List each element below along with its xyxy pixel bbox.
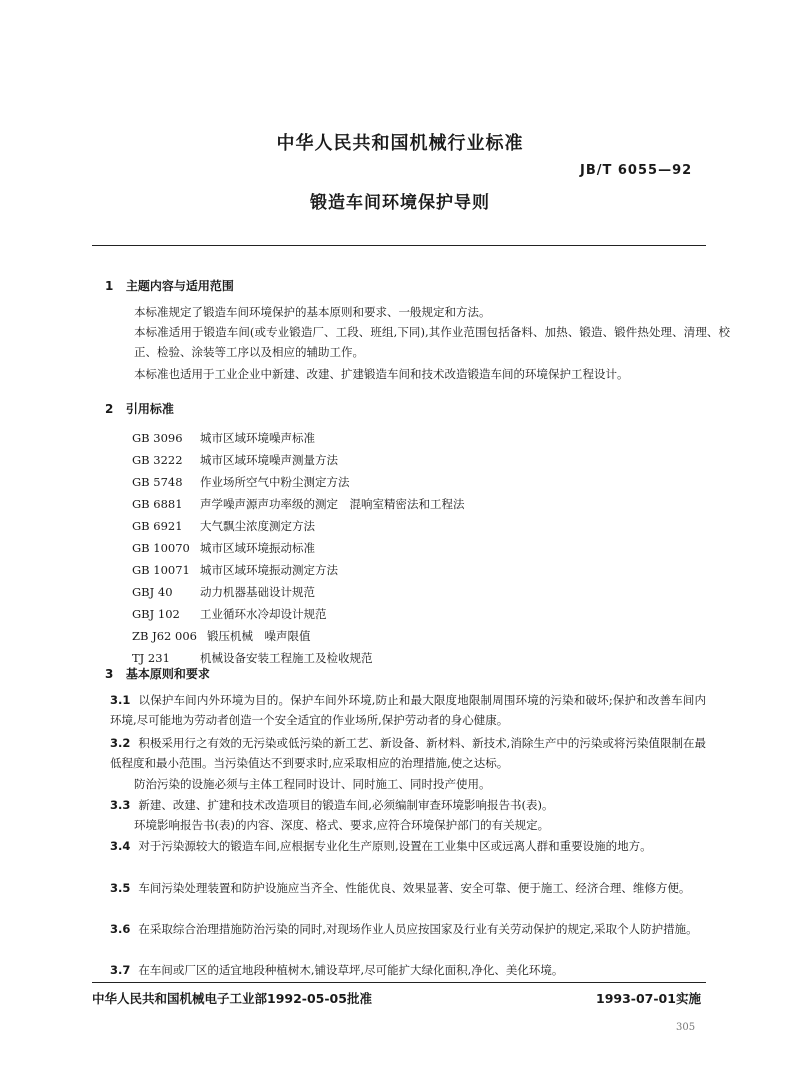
clause-number: 3.2 bbox=[110, 736, 131, 750]
section-1-heading bbox=[105, 277, 234, 294]
clause-text: 在车间或厂区的适宜地段种植树木,铺设草坪,尽可能扩大绿化面积,净化、美化环境。 bbox=[138, 963, 564, 977]
section-3-heading bbox=[105, 665, 210, 682]
reference-title: 城市区域环境噪声测量方法 bbox=[200, 453, 338, 467]
reference-item bbox=[132, 584, 315, 600]
section-title: 引用标准 bbox=[125, 402, 174, 416]
clause bbox=[110, 878, 706, 898]
clause bbox=[110, 836, 706, 856]
clause bbox=[110, 919, 706, 939]
reference-title: 声学噪声源声功率级的测定 混响室精密法和工程法 bbox=[200, 497, 465, 511]
document-title: 锻造车间环境保护导则 bbox=[310, 193, 490, 213]
section-number: 2 bbox=[105, 402, 114, 416]
clause-number: 3.5 bbox=[110, 881, 131, 895]
reference-title: 工业循环水冷却设计规范 bbox=[200, 607, 327, 621]
clause-text: 对于污染源较大的锻造车间,应根据专业化生产原则,设置在工业集中区或远离人群和重要设施的地方。 bbox=[138, 839, 652, 853]
reference-code: GB 6921 bbox=[132, 519, 183, 533]
reference-title: 锻压机械 噪声限值 bbox=[206, 629, 311, 643]
section-title: 主题内容与适用范围 bbox=[125, 279, 234, 293]
standard-number: JB/T 6055—92 bbox=[580, 163, 693, 178]
clause bbox=[110, 690, 706, 730]
reference-title: 大气飘尘浓度测定方法 bbox=[200, 519, 315, 533]
header-rule bbox=[92, 245, 706, 246]
section-2-heading bbox=[105, 400, 174, 417]
paragraph: 本标准也适用于工业企业中新建、改建、扩建锻造车间和技术改造锻造车间的环境保护工程设计。 bbox=[134, 367, 629, 381]
reference-code: GB 5748 bbox=[132, 475, 183, 489]
reference-title: 城市区域环境振动标准 bbox=[200, 541, 315, 555]
clause-number: 3.1 bbox=[110, 693, 131, 707]
clause bbox=[110, 774, 730, 794]
clause bbox=[110, 960, 706, 980]
clause-number: 3.4 bbox=[110, 839, 131, 853]
paragraph: 本标准适用于锻造车间(或专业锻造厂、工段、班组,下同),其作业范围包括备料、加热、锻造、锻件热处理、清理、校正、检验、涂装等工序以及相应的辅助工作。 bbox=[134, 325, 730, 359]
section-title: 基本原则和要求 bbox=[125, 667, 210, 681]
reference-code: GB 3096 bbox=[132, 431, 183, 445]
reference-code: TJ 231 bbox=[132, 651, 170, 665]
reference-code: GBJ 40 bbox=[132, 585, 173, 599]
clause-text: 环境影响报告书(表)的内容、深度、格式、要求,应符合环境保护部门的有关规定。 bbox=[134, 818, 550, 832]
clause-number: 3.6 bbox=[110, 922, 131, 936]
reference-title: 动力机器基础设计规范 bbox=[200, 585, 315, 599]
reference-code: GBJ 102 bbox=[132, 607, 180, 621]
reference-item bbox=[132, 540, 315, 556]
reference-item bbox=[132, 430, 315, 446]
reference-item bbox=[132, 518, 315, 534]
reference-title: 机械设备安装工程施工及检收规范 bbox=[200, 651, 373, 665]
clause bbox=[110, 815, 730, 835]
reference-item bbox=[132, 452, 338, 468]
reference-code: GB 10071 bbox=[132, 563, 190, 577]
reference-code: GB 10070 bbox=[132, 541, 190, 555]
reference-title: 城市区域环境噪声标准 bbox=[200, 431, 315, 445]
reference-item bbox=[132, 562, 338, 578]
reference-item bbox=[132, 474, 350, 490]
reference-item bbox=[132, 496, 465, 512]
implementation-date: 1993-07-01实施 bbox=[596, 991, 701, 1006]
clause-text: 以保护车间内外环境为目的。保护车间外环境,防止和最大限度地限制周围环境的污染和破坏;保护和改善车间内环境,尽可能地为劳动者创造一个安全适宜的作业场所,保护劳动者的身心健康。 bbox=[110, 693, 706, 727]
section-number: 3 bbox=[105, 667, 114, 681]
reference-title: 城市区域环境振动测定方法 bbox=[200, 563, 338, 577]
reference-item bbox=[132, 628, 310, 644]
standard-organization: 中华人民共和国机械行业标准 bbox=[276, 133, 524, 154]
clause-number: 3.7 bbox=[110, 963, 131, 977]
approval-line: 中华人民共和国机械电子工业部1992-05-05批准 bbox=[92, 991, 372, 1006]
page-number: 305 bbox=[676, 1022, 696, 1033]
clause bbox=[110, 733, 706, 773]
clause-number: 3.3 bbox=[110, 798, 131, 812]
reference-title: 作业场所空气中粉尘测定方法 bbox=[200, 475, 350, 489]
paragraph: 本标准规定了锻造车间环境保护的基本原则和要求、一般规定和方法。 bbox=[134, 305, 491, 319]
clause-text: 新建、改建、扩建和技术改造项目的锻造车间,必须编制审查环境影响报告书(表)。 bbox=[138, 798, 554, 812]
clause bbox=[110, 795, 706, 815]
clause-text: 在采取综合治理措施防治污染的同时,对现场作业人员应按国家及行业有关劳动保护的规定,采取个人防护措施。 bbox=[138, 922, 698, 936]
reference-code: ZB J62 006 bbox=[132, 629, 197, 643]
reference-code: GB 6881 bbox=[132, 497, 183, 511]
reference-item bbox=[132, 606, 327, 622]
clause-text: 车间污染处理装置和防护设施应当齐全、性能优良、效果显著、安全可靠、便于施工、经济合理、维修方便。 bbox=[138, 881, 691, 895]
section-number: 1 bbox=[105, 279, 114, 293]
reference-item bbox=[132, 650, 373, 666]
clause-text: 积极采用行之有效的无污染或低污染的新工艺、新设备、新材料、新技术,消除生产中的污染或将污染值限制在最低程度和最小范围。当污染值达不到要求时,应采取相应的治理措施,使之达标。 bbox=[110, 736, 706, 770]
reference-code: GB 3222 bbox=[132, 453, 183, 467]
clause-text: 防治污染的设施必须与主体工程同时设计、同时施工、同时投产使用。 bbox=[134, 777, 491, 791]
footer-rule bbox=[92, 982, 706, 983]
